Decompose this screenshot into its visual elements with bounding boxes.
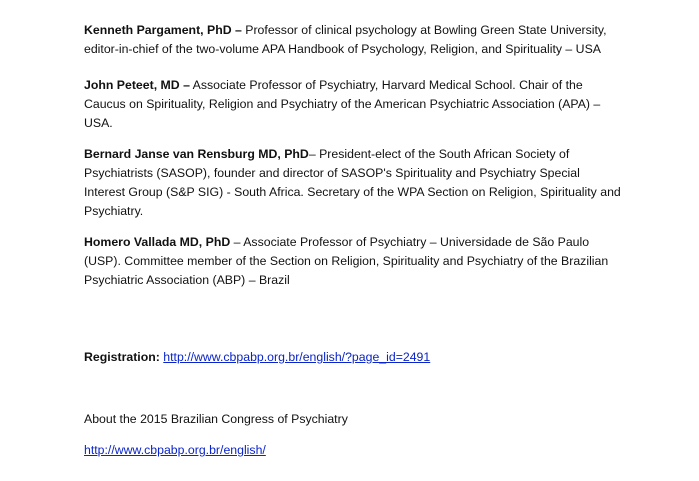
speaker-description: Associate Professor of Psychiatry, Harvard Medical School. Chair of the Caucus on Spirituality, Religion and Psychiatry of the American Psychiatric Association (APA) – USA. [84,78,601,130]
about-congress-line [84,441,266,460]
speaker-name: Bernard Janse van Rensburg MD, PhD [84,147,309,161]
about-congress-text: About the 2015 Brazilian Congress of Psychiatry [84,412,348,426]
speaker-list [84,21,624,290]
speaker-bio [84,76,624,133]
speaker-bio [84,145,624,221]
speaker-name: John Peteet, MD – [84,78,190,92]
speaker-bio [84,233,624,290]
speaker-description: – Associate Professor of Psychiatry – Universidade de São Paulo (USP). Committee member of the Section on Religion, Spirituality and Psychiatry of the Brazilian Psychiatric Association (ABP) – Brazil [84,235,609,287]
registration-link[interactable]: http://www.cbpabp.org.br/english/?page_id=2491 [163,350,431,364]
speaker-name: Kenneth Pargament, PhD – [84,23,242,37]
speaker-bio [84,21,624,59]
registration-label: Registration: [84,350,160,364]
registration-line [84,348,430,367]
speaker-description: – President-elect of the South African Society of Psychiatrists (SASOP), founder and director of SASOP's Spirituality and Psychiatry Special Interest Group (S&P SIG) - South Africa. Secretary of the WPA Section on Religion, Spirituality and Psychiatry. [84,147,621,218]
about-congress-link[interactable]: http://www.cbpabp.org.br/english/ [84,443,266,457]
speaker-name: Homero Vallada MD, PhD [84,235,231,249]
speaker-description: Professor of clinical psychology at Bowling Green State University, editor-in-chief of the two-volume APA Handbook of Psychology, Religion, and Spirituality – USA [84,23,607,56]
